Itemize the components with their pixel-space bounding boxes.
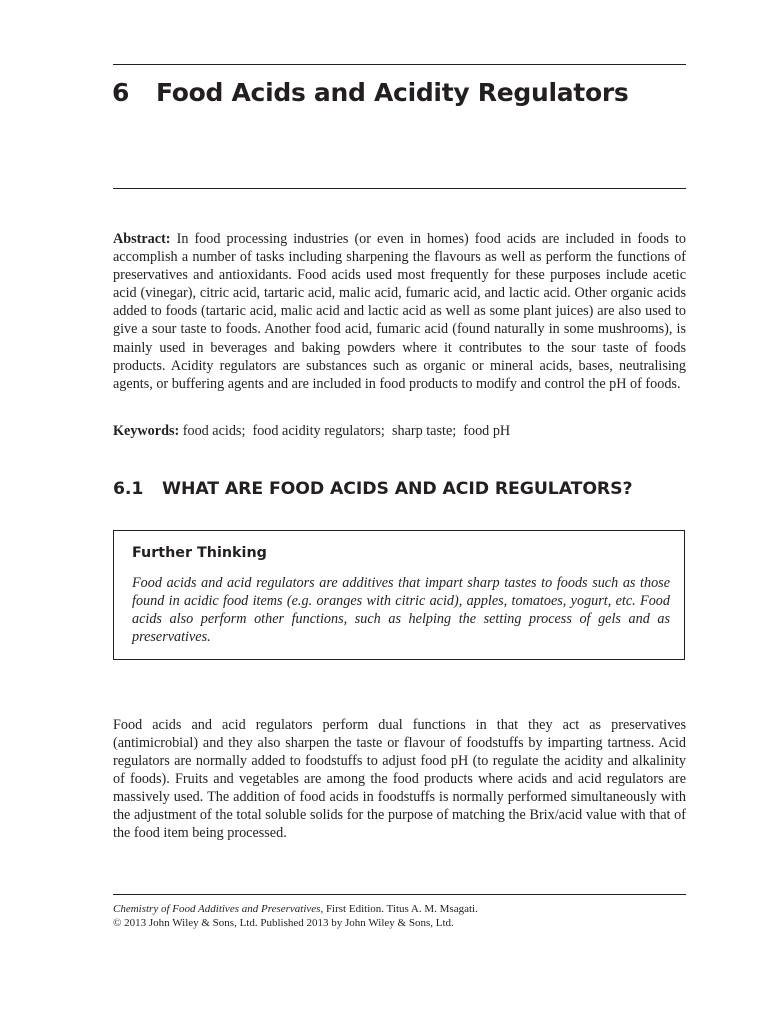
further-thinking-text: Food acids and acid regulators are additives that impart sharp tastes to foods such as those found in acidic food items (e.g. oranges with citric acid), apples, tomatoes, yogurt, etc. Food acids also perform other functions, such as helping the setting process of gels and as preservatives. [132, 575, 670, 645]
section-title: WHAT ARE FOOD ACIDS AND ACID REGULATORS? [162, 479, 633, 499]
footer-book-title: Chemistry of Food Additives and Preservatives [113, 903, 321, 915]
footer-rule [113, 894, 686, 895]
top-rule [113, 64, 686, 65]
body-paragraph: Food acids and acid regulators perform dual functions in that they act as preservatives (antimicrobial) and they also sharpen the taste or flavour of foodstuffs by imparting tartness. Acid regulators are normally added to foodstuffs to adjust food pH (to regulate the acidity and alkalinity of foods). Fruits and vegetables are among the food products where acids and acid regulators are massively used. The addition of food acids in foodstuffs is normally performed simultaneously with the adjustment of the total soluble solids for the purpose of matching the Brix/acid value with that of the food item being processed. [113, 717, 686, 841]
keywords-text: food acids; food acidity regulators; sharp taste; food pH [182, 423, 511, 439]
copyright-footer [113, 902, 478, 930]
further-thinking-box [113, 530, 685, 660]
abstract-text: In food processing industries (or even in homes) food acids are included in foods to accomplish a number of tasks including sharpening the flavours as well as perform the functions of preservatives and antioxidants. Food acids used most frequently for these purposes include acetic acid (vinegar), citric acid, tartaric acid, malic acid, fumaric acid, and lactic acid. Other organic acids added to foods (tartaric acid, malic acid and lactic acid as well as some plant juices) are also used to give a sour taste to foods. Another food acid, fumaric acid (found naturally in some mushrooms), is mainly used in beverages and baking powders where it contributes to the sour taste of foods products. Acidity regulators are substances such as organic or mineral acids, bases, neutralising agents, or buffering agents and are included in food products to modify and control the pH of foods. [113, 231, 687, 392]
section-heading [113, 479, 632, 499]
chapter-title-text: Food Acids and Acidity Regulators [156, 78, 629, 107]
chapter-number: 6 [112, 78, 130, 107]
keywords [113, 422, 686, 440]
footer-citation-line [113, 902, 478, 916]
further-thinking-title: Further Thinking [132, 545, 267, 561]
footer-edition-author: , First Edition. Titus A. M. Msagati. [320, 903, 478, 915]
abstract [113, 230, 686, 393]
chapter-title [112, 78, 628, 107]
footer-copyright-line: © 2013 John Wiley & Sons, Ltd. Published 2013 by John Wiley & Sons, Ltd. [113, 917, 454, 929]
title-bottom-rule [113, 188, 686, 189]
keywords-label: Keywords: [113, 423, 180, 439]
section-number: 6.1 [113, 479, 144, 499]
abstract-label: Abstract: [113, 231, 171, 247]
